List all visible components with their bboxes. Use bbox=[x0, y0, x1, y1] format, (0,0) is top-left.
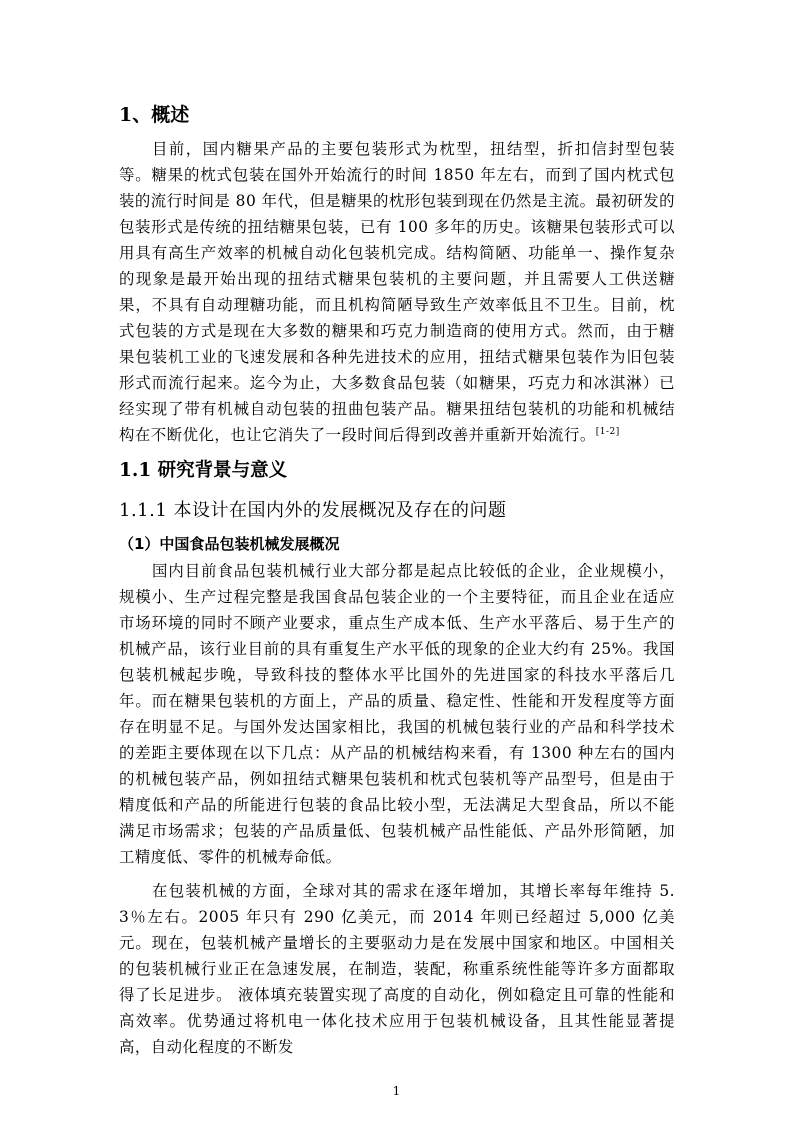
overview-paragraph-text: 目前，国内糖果产品的主要包装形式为枕型，扭结型，折扣信封型包装等。糖果的枕式包装在国外开始流行的时间 1850 年左右，而到了国内枕式包装的流行时间是 80 年代，但是糖果的枕形包装到现在仍然是主流。最初研发的包装形式是传统的扭结糖果包装，已有 100 多年的历史。该糖果包装形式可以用具有高生产效率的机械自动化包装机完成。结构简陋、功能单一、操作复杂的现象是最开始出现的扭结式糖果包装机的主要问题，并且需要人工供送糖果，不具有自动理糖功能，而且机构简陋导致生产效率低且不卫生。目前，枕式包装的方式是现在大多数的糖果和巧克力制造商的使用方式。然而，由于糖果包装机工业的飞速发展和各种先进技术的应用，扭结式糖果包装作为旧包装形式而流行起来。迄今为止，大多数食品包装（如糖果，巧克力和冰淇淋）已经实现了带有机械自动包装的扭曲包装产品。糖果扭结包装机的功能和机械结构在不断优化，也让它消失了一段时间后得到改善并重新开始流行。 bbox=[119, 140, 675, 444]
page-content bbox=[119, 98, 675, 1060]
section-heading-1-1: 1.1 研究背景与意义 bbox=[119, 460, 288, 481]
citation-reference: [1-2] bbox=[595, 427, 620, 437]
overview-paragraph bbox=[119, 136, 675, 448]
section-heading-1: 1、概述 bbox=[119, 104, 190, 126]
subsection-heading-1: （1）中国食品包装机械发展概况 bbox=[119, 535, 340, 553]
paragraph-spacer bbox=[119, 870, 675, 878]
section-heading-1-1-1: 1.1.1 本设计在国内外的发展概况及存在的问题 bbox=[119, 500, 507, 521]
industry-paragraph-2: 在包装机械的方面，全球对其的需求在逐年增加，其增长率每年维持 5.3％左右。2005 年只有 290 亿美元，而 2014 年则已经超过 5,000 亿美元。现在，包装机械产量增长的主要驱动力是在发展中国家和地区。中国相关的包装机械行业正在急速发展，在制造，装配，称重系统性能等许多方面都取得了长足进步。 液体填充装置实现了高度的自动化，例如稳定且可靠的性能和高效率。优势通过将机电一体化技术应用于包装机械设备，且其性能显著提高，自动化程度的不断发 bbox=[119, 882, 675, 1056]
industry-paragraph-1: 国内目前食品包装机械行业大部分都是起点比较低的企业，企业规模小，规模小、生产过程完整是我国食品包装企业的一个主要特征，而且企业在适应市场环境的同时不顾产业要求，重点生产成本低、生产水平落后、易于生产的机械产品，该行业目前的具有重复生产水平低的现象的企业大约有 25%。我国包装机械起步晚，导致科技的整体水平比国外的先进国家的科技水平落后几年。而在糖果包装机的方面上，产品的质量、稳定性、性能和开发程度等方面存在明显不足。与国外发达国家相比，我国的机械包装行业的产品和科学技术的差距主要体现在以下几点：从产品的机械结构来看，有 1300 种左右的国内的机械包装产品，例如扭结式糖果包装机和枕式包装机等产品型号，但是由于精度低和产品的所能进行包装的食品比较小型，无法满足大型食品，所以不能满足市场需求；包装的产品质量低、包装机械产品性能低、产品外形简陋，加工精度低、零件的机械寿命低。 bbox=[119, 562, 675, 866]
page-number: 1 bbox=[392, 1084, 401, 1098]
